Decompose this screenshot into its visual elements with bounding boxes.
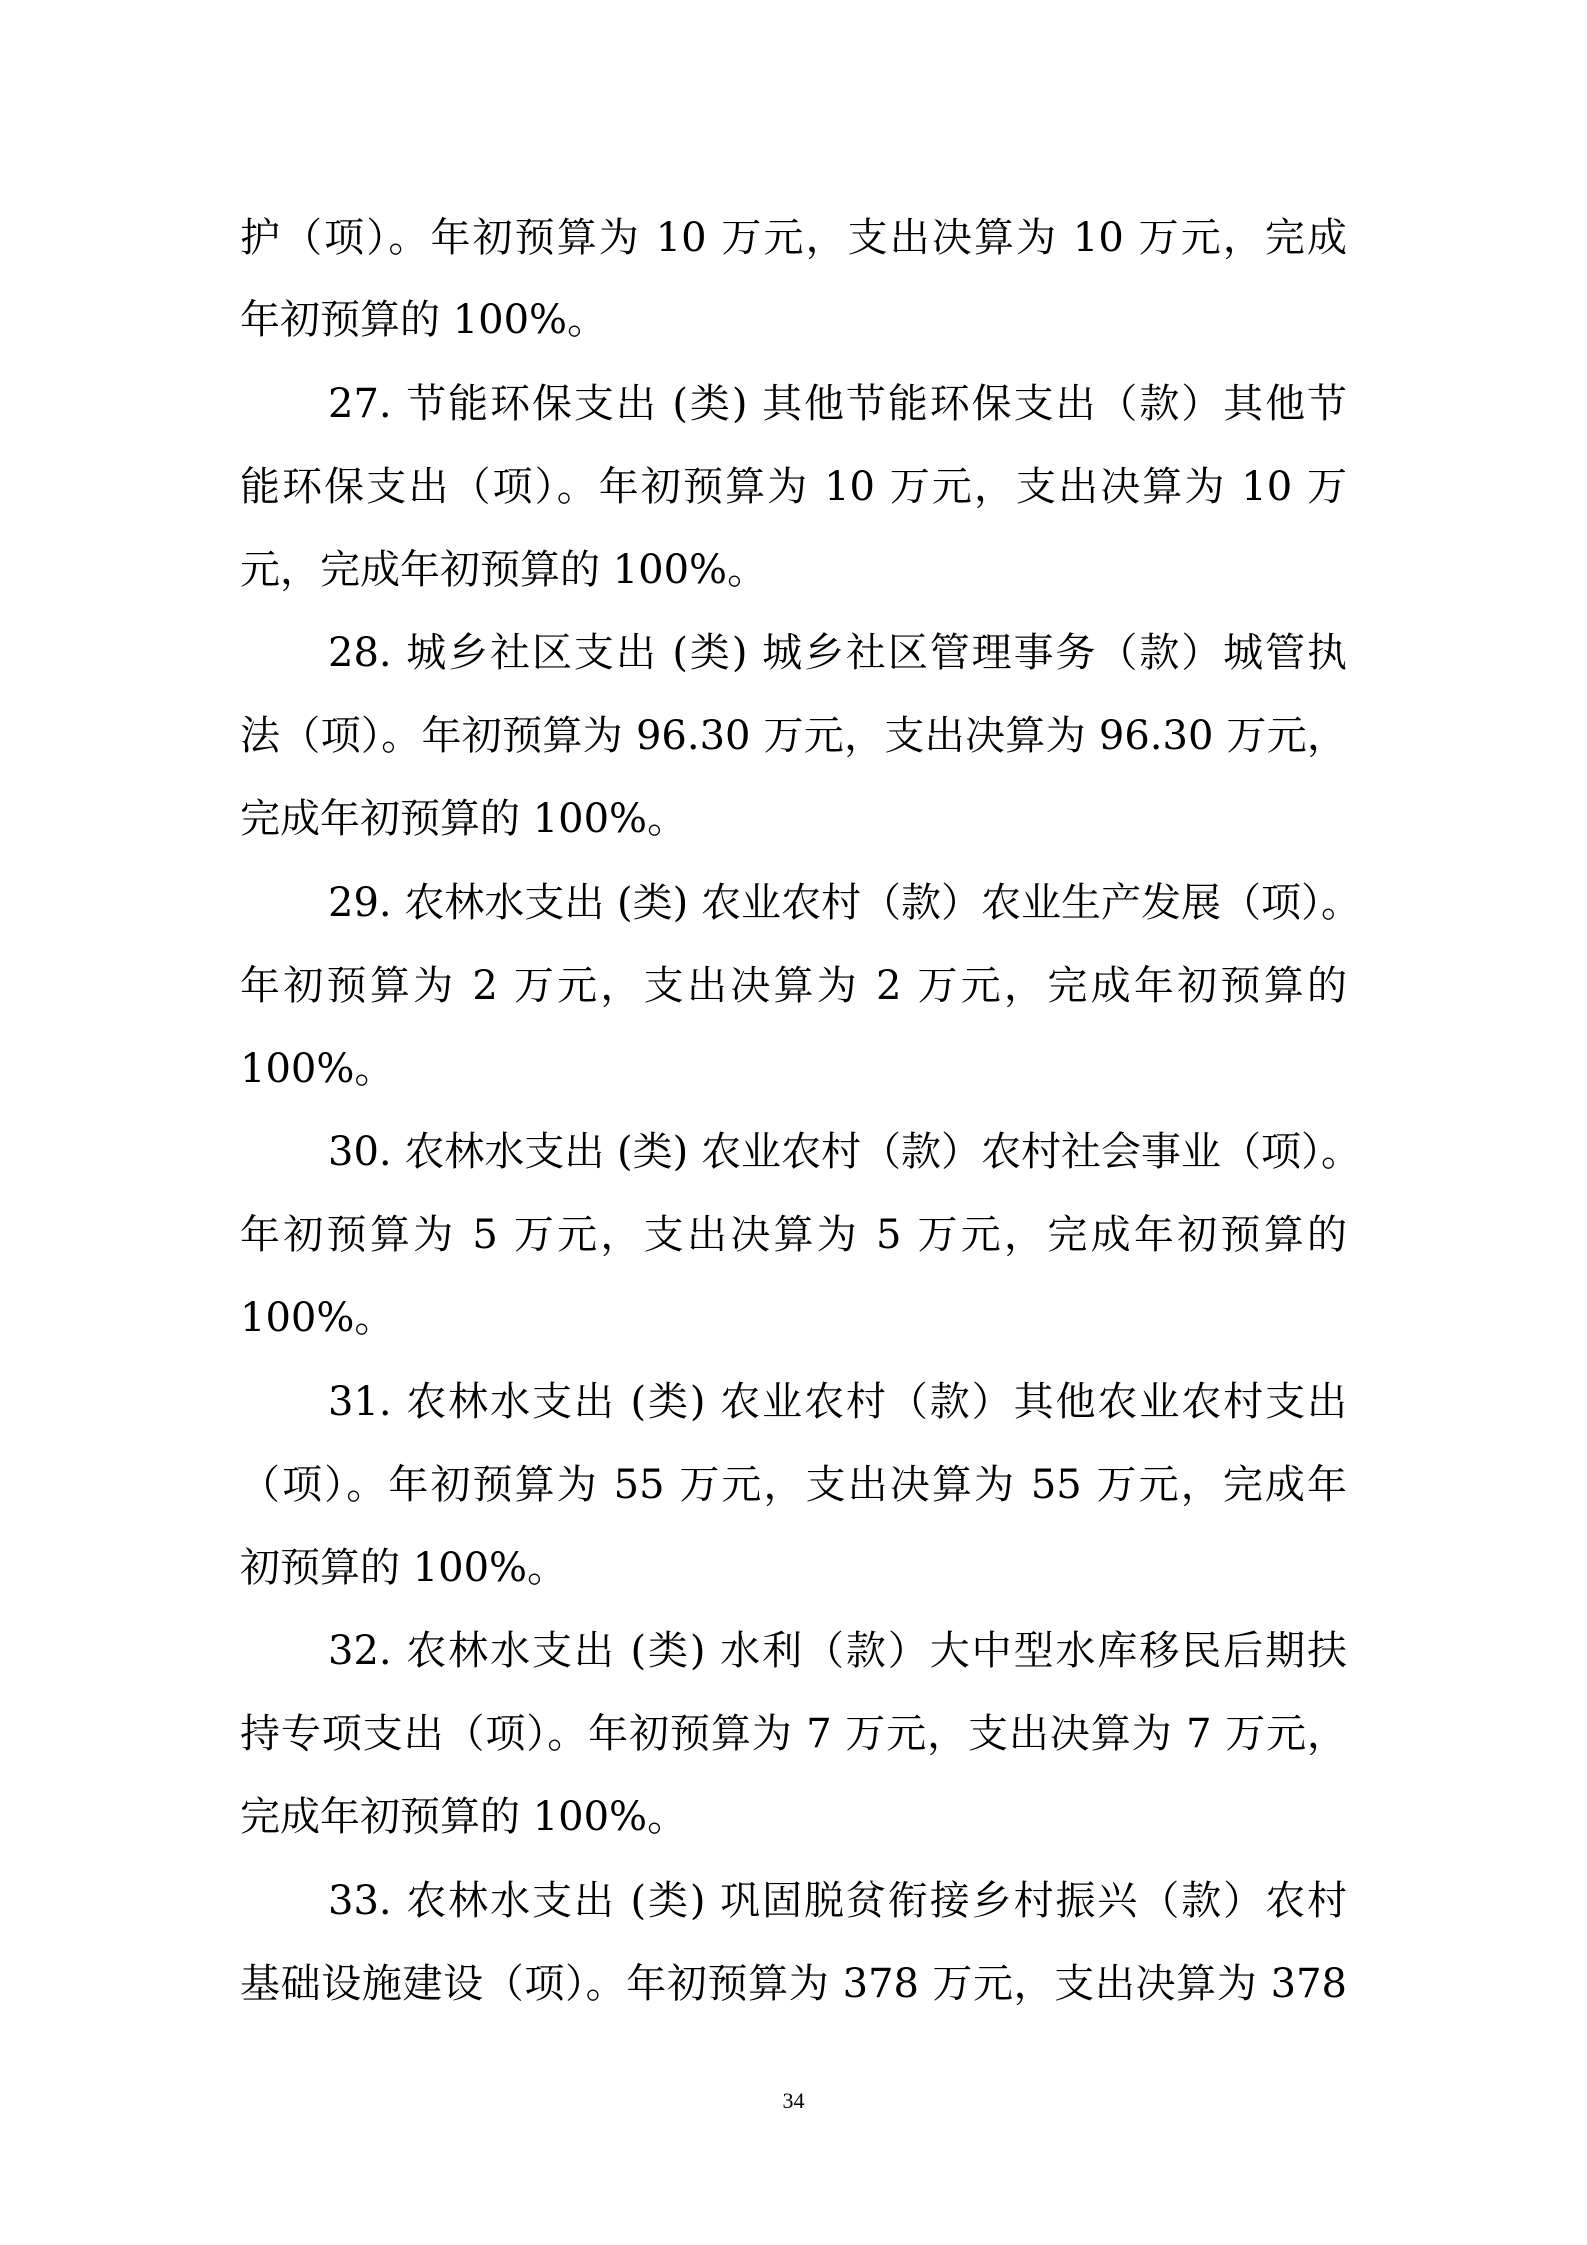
item-32-heading-line: 32. 农林水支出 (类) 水利（款）大中型水库移民后期扶 — [328, 1628, 1347, 1674]
item-28-heading-line: 28. 城乡社区支出 (类) 城乡社区管理事务（款）城管执 — [328, 630, 1347, 676]
body-text-line: 完成年初预算的 100%。 — [240, 796, 688, 842]
body-text-line: 100%。 — [240, 1295, 395, 1341]
item-27-heading-line: 27. 节能环保支出 (类) 其他节能环保支出（款）其他节 — [328, 381, 1347, 427]
page-number: 34 — [782, 2088, 805, 2113]
body-text-line: 初预算的 100%。 — [240, 1545, 568, 1591]
body-text-line: 护（项）。年初预算为 10 万元，支出决算为 10 万元，完成 — [240, 215, 1347, 261]
body-text-line: （项）。年初预算为 55 万元，支出决算为 55 万元，完成年 — [240, 1462, 1347, 1508]
item-30-heading-line: 30. 农林水支出 (类) 农业农村（款）农村社会事业（项）。 — [328, 1129, 1361, 1175]
body-text-line: 元，完成年初预算的 100%。 — [240, 547, 768, 593]
body-text-line: 完成年初预算的 100%。 — [240, 1794, 688, 1840]
body-text-line: 基础设施建设（项）。年初预算为 378 万元，支出决算为 378 — [240, 1961, 1347, 2007]
body-text-line: 法（项）。年初预算为 96.30 万元，支出决算为 96.30 万元， — [240, 713, 1347, 759]
item-33-heading-line: 33. 农林水支出 (类) 巩固脱贫衔接乡村振兴（款）农村 — [328, 1878, 1347, 1924]
body-text-line: 持专项支出（项）。年初预算为 7 万元，支出决算为 7 万元， — [240, 1711, 1347, 1757]
item-29-heading-line: 29. 农林水支出 (类) 农业农村（款）农业生产发展（项）。 — [328, 880, 1361, 926]
body-text-line: 年初预算为 5 万元，支出决算为 5 万元，完成年初预算的 — [240, 1212, 1347, 1258]
body-text-line: 能环保支出（项）。年初预算为 10 万元，支出决算为 10 万 — [240, 464, 1347, 510]
body-text-line: 100%。 — [240, 1046, 395, 1092]
body-text-line: 年初预算的 100%。 — [240, 297, 608, 343]
body-text-line: 年初预算为 2 万元，支出决算为 2 万元，完成年初预算的 — [240, 963, 1347, 1009]
item-31-heading-line: 31. 农林水支出 (类) 农业农村（款）其他农业农村支出 — [328, 1379, 1347, 1425]
